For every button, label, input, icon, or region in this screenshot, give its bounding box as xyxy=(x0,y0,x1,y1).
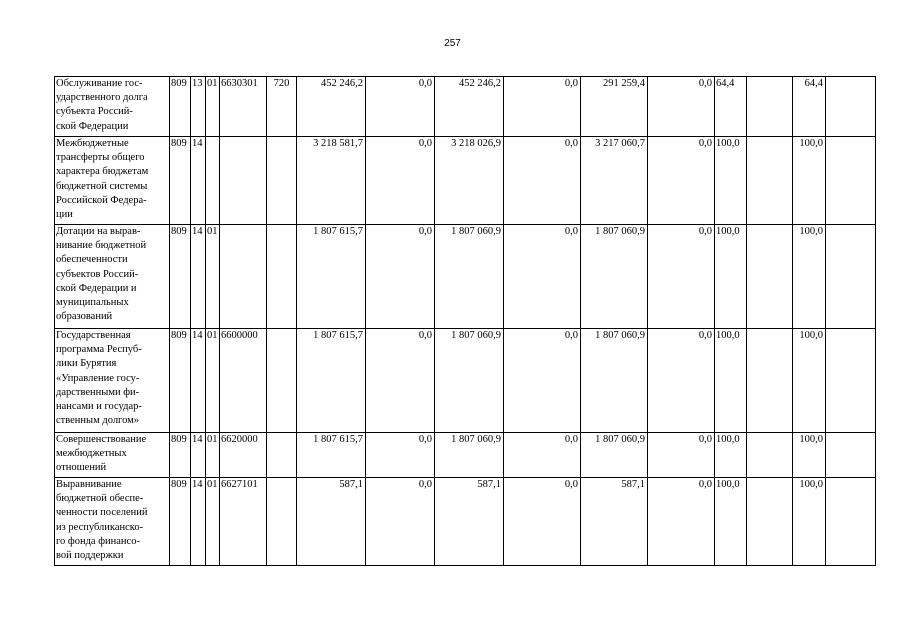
table-row xyxy=(55,225,876,329)
amount-cell: 291 259,4 xyxy=(581,77,648,137)
amount-cell: 1 807 615,7 xyxy=(297,433,366,478)
amount-cell: 587,1 xyxy=(581,478,648,566)
amount-cell: 0,0 xyxy=(366,433,435,478)
section-code-cell: 14 xyxy=(191,329,206,433)
amount-cell: 587,1 xyxy=(297,478,366,566)
amount-cell: 452 246,2 xyxy=(297,77,366,137)
item-name-line: из республиканско- xyxy=(56,521,144,533)
item-name-line: Дотации на вырав- xyxy=(56,226,141,237)
item-name-line: Государственная xyxy=(56,330,131,341)
amount-cell: 3 218 026,9 xyxy=(435,137,504,225)
amount-cell: 0,0 xyxy=(648,433,715,478)
amount-cell: 0,0 xyxy=(504,433,581,478)
ministry-code-cell: 809 xyxy=(170,137,191,225)
percent-cell: 100,0 xyxy=(715,137,747,225)
percent-cell: 100,0 xyxy=(715,225,747,329)
subsection-code-cell: 01 xyxy=(206,329,220,433)
item-name-line: обеспеченности xyxy=(56,254,128,266)
percent-cell: 100,0 xyxy=(715,433,747,478)
item-name-cell xyxy=(55,433,170,478)
table-body xyxy=(55,77,876,566)
section-code-cell: 14 xyxy=(191,433,206,478)
item-name-cell xyxy=(55,225,170,329)
item-name-line: ченности поселений xyxy=(56,507,148,519)
table-row xyxy=(55,433,876,478)
expense-type-cell: 720 xyxy=(267,77,297,137)
ministry-code-cell: 809 xyxy=(170,77,191,137)
ministry-code-cell: 809 xyxy=(170,329,191,433)
amount-cell: 0,0 xyxy=(504,77,581,137)
table-row xyxy=(55,77,876,137)
item-name-line: ударственного долга xyxy=(56,92,148,104)
item-name-line: Межбюджетные xyxy=(56,138,129,149)
subsection-code-cell: 01 xyxy=(206,478,220,566)
amount-cell: 0,0 xyxy=(504,329,581,433)
item-name-line: Российской Федера- xyxy=(56,194,147,206)
item-name-line: субъекта Россий- xyxy=(56,106,133,118)
item-name-line: Обслуживание гос- xyxy=(56,78,143,89)
item-name-cell xyxy=(55,77,170,137)
amount-cell: 0,0 xyxy=(504,478,581,566)
item-name-line: ственным долгом» xyxy=(56,415,140,427)
item-name-line: образований xyxy=(56,311,113,323)
item-name-line: бюджетной системы xyxy=(56,180,148,192)
percent-cell: 100,0 xyxy=(793,225,826,329)
percent-cell xyxy=(747,137,793,225)
item-name-line: дарственными фи- xyxy=(56,386,140,398)
table-row xyxy=(55,137,876,225)
item-name-line: ции xyxy=(56,209,73,221)
item-name-line: нансами и государ- xyxy=(56,401,142,413)
item-name-line: ской Федерации и xyxy=(56,282,137,294)
percent-cell xyxy=(826,478,876,566)
amount-cell: 452 246,2 xyxy=(435,77,504,137)
item-name-line: муниципальных xyxy=(56,297,129,309)
expense-type-cell xyxy=(267,329,297,433)
subsection-code-cell: 01 xyxy=(206,77,220,137)
table-row xyxy=(55,329,876,433)
percent-cell xyxy=(747,329,793,433)
ministry-code-cell: 809 xyxy=(170,433,191,478)
percent-cell: 100,0 xyxy=(715,478,747,566)
item-name-line: характера бюджетам xyxy=(56,166,149,178)
percent-cell: 100,0 xyxy=(715,329,747,433)
item-name-line: межбюджетных xyxy=(56,448,127,460)
amount-cell: 0,0 xyxy=(366,137,435,225)
expense-type-cell xyxy=(267,433,297,478)
percent-cell xyxy=(747,433,793,478)
item-name-line: ской Федерации xyxy=(56,120,129,132)
subsection-code-cell: 01 xyxy=(206,433,220,478)
percent-cell xyxy=(747,77,793,137)
percent-cell xyxy=(826,77,876,137)
ministry-code-cell: 809 xyxy=(170,478,191,566)
item-name-line: бюджетной обеспе- xyxy=(56,493,144,505)
item-name-line: вой поддержки xyxy=(56,550,124,562)
percent-cell xyxy=(747,225,793,329)
amount-cell: 1 807 615,7 xyxy=(297,329,366,433)
item-name-cell xyxy=(55,329,170,433)
amount-cell: 0,0 xyxy=(648,137,715,225)
item-name-line: отношений xyxy=(56,462,107,474)
target-article-cell xyxy=(220,137,267,225)
target-article-cell: 6630301 xyxy=(220,77,267,137)
amount-cell: 1 807 060,9 xyxy=(581,329,648,433)
section-code-cell: 14 xyxy=(191,225,206,329)
expense-type-cell xyxy=(267,137,297,225)
page-number: 257 xyxy=(444,38,461,49)
target-article-cell xyxy=(220,225,267,329)
amount-cell: 3 218 581,7 xyxy=(297,137,366,225)
percent-cell xyxy=(826,225,876,329)
amount-cell: 0,0 xyxy=(504,225,581,329)
percent-cell: 100,0 xyxy=(793,137,826,225)
percent-cell xyxy=(747,478,793,566)
item-name-line: «Управление госу- xyxy=(56,372,140,384)
target-article-cell: 6600000 xyxy=(220,329,267,433)
percent-cell: 64,4 xyxy=(715,77,747,137)
amount-cell: 0,0 xyxy=(648,77,715,137)
amount-cell: 3 217 060,7 xyxy=(581,137,648,225)
amount-cell: 0,0 xyxy=(648,225,715,329)
subsection-code-cell xyxy=(206,137,220,225)
amount-cell: 1 807 060,9 xyxy=(435,329,504,433)
amount-cell: 0,0 xyxy=(366,478,435,566)
budget-execution-table xyxy=(54,76,876,566)
percent-cell xyxy=(826,137,876,225)
item-name-line: Выравнивание xyxy=(56,479,122,490)
section-code-cell: 14 xyxy=(191,137,206,225)
item-name-line: субъектов Россий- xyxy=(56,268,139,280)
table-row xyxy=(55,478,876,566)
item-name-line: лики Бурятия xyxy=(56,358,117,370)
amount-cell: 1 807 060,9 xyxy=(581,225,648,329)
amount-cell: 1 807 060,9 xyxy=(581,433,648,478)
item-name-line: Совершенствование xyxy=(56,434,147,445)
amount-cell: 587,1 xyxy=(435,478,504,566)
percent-cell: 100,0 xyxy=(793,478,826,566)
amount-cell: 1 807 615,7 xyxy=(297,225,366,329)
percent-cell: 100,0 xyxy=(793,329,826,433)
amount-cell: 0,0 xyxy=(366,77,435,137)
amount-cell: 0,0 xyxy=(366,329,435,433)
item-name-line: трансферты общего xyxy=(56,152,145,164)
target-article-cell: 6627101 xyxy=(220,478,267,566)
percent-cell: 64,4 xyxy=(793,77,826,137)
amount-cell: 0,0 xyxy=(648,478,715,566)
subsection-code-cell: 01 xyxy=(206,225,220,329)
percent-cell xyxy=(826,329,876,433)
section-code-cell: 13 xyxy=(191,77,206,137)
item-name-line: программа Респуб- xyxy=(56,344,142,356)
ministry-code-cell: 809 xyxy=(170,225,191,329)
amount-cell: 1 807 060,9 xyxy=(435,433,504,478)
amount-cell: 0,0 xyxy=(648,329,715,433)
amount-cell: 0,0 xyxy=(504,137,581,225)
target-article-cell: 6620000 xyxy=(220,433,267,478)
percent-cell: 100,0 xyxy=(793,433,826,478)
section-code-cell: 14 xyxy=(191,478,206,566)
amount-cell: 0,0 xyxy=(366,225,435,329)
percent-cell xyxy=(826,433,876,478)
item-name-line: го фонда финансо- xyxy=(56,535,140,547)
expense-type-cell xyxy=(267,478,297,566)
item-name-cell xyxy=(55,478,170,566)
amount-cell: 1 807 060,9 xyxy=(435,225,504,329)
item-name-cell xyxy=(55,137,170,225)
expense-type-cell xyxy=(267,225,297,329)
item-name-line: нивание бюджетной xyxy=(56,240,147,252)
